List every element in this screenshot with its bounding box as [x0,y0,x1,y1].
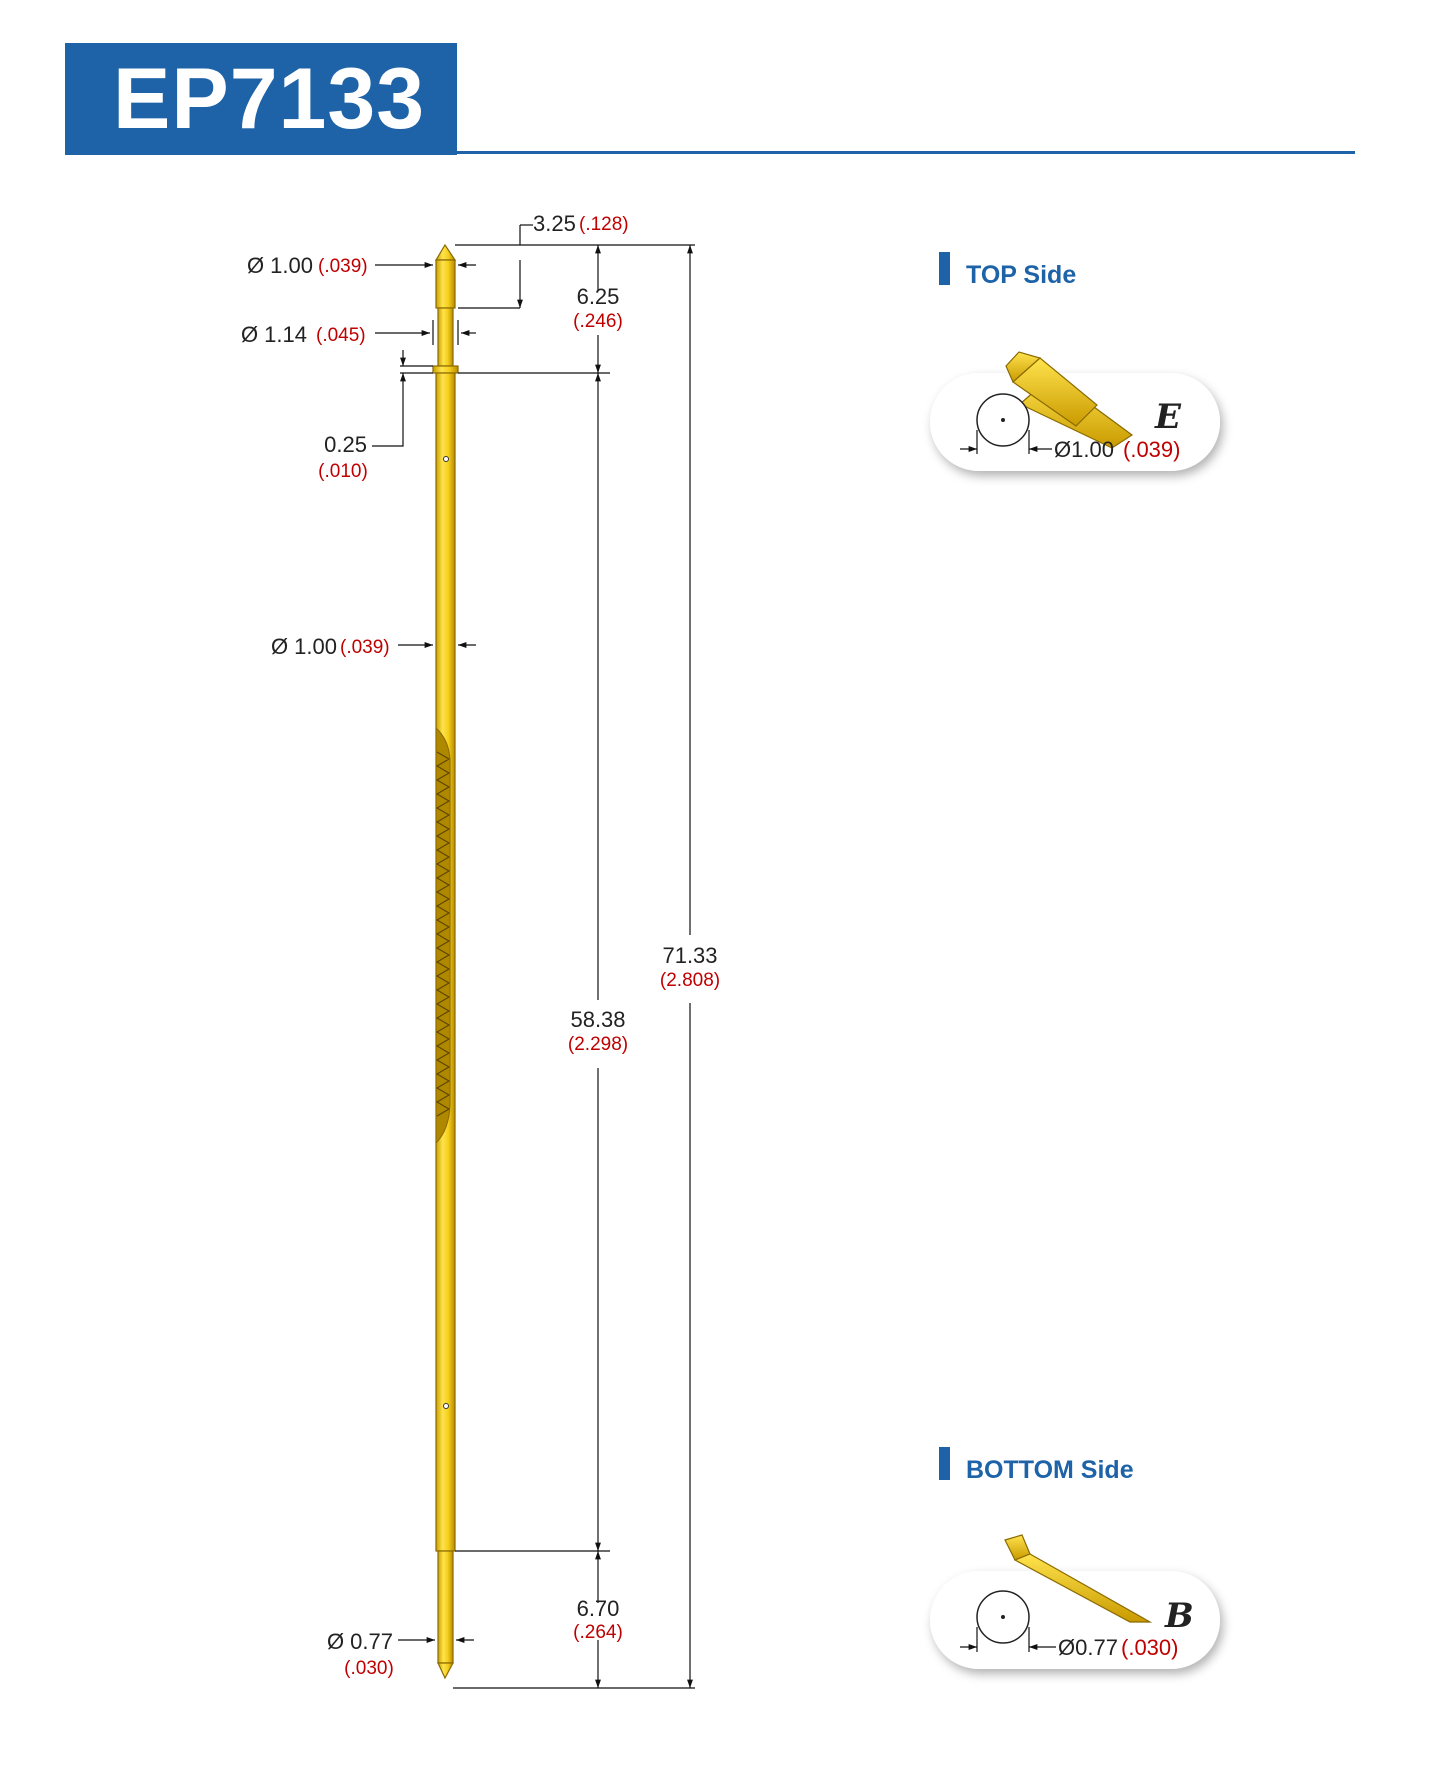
top-plunger-length-mm: 6.25 [576,284,620,309]
top-tip-center-dot [1001,418,1005,422]
top-side-marker [939,252,950,285]
bottom-tip-center-dot [1001,1615,1005,1619]
spring-cutaway [436,728,450,1143]
collar [433,366,458,373]
barrel-length-in: (2.298) [567,1034,629,1055]
part-number-title: EP7133 [113,51,426,147]
bottom-plunger [438,1551,453,1663]
dimension-labels [241,211,720,1679]
collar-width-mm: 0.25 [324,432,367,457]
overall-length-mm: 71.33 [662,943,718,968]
top-tip-diameter-in: (.039) [1123,437,1181,462]
bottom-tip-type-letter: B [1165,1596,1194,1636]
bottom-side-section [930,1447,1220,1669]
top-plunger [436,260,455,308]
top-plunger-length-in: (.246) [573,311,623,332]
collar-diameter-mm: Ø 1.14 [240,322,307,347]
barrel-diameter-mm: Ø 1.00 [270,634,337,659]
bottom-diameter-in: (.030) [344,1658,394,1679]
tip-offset-in: (.128) [579,214,629,235]
dimension-lines [372,225,695,1688]
crimp-dimple-bottom [444,1404,449,1409]
top-tip-diameter-mm: Ø1.00 [1054,437,1114,462]
top-side-heading: TOP Side [966,261,1077,289]
bottom-tip-cone [438,1663,453,1678]
tip-offset-mm: 3.25 [533,211,576,236]
bottom-side-heading: BOTTOM Side [966,1456,1134,1484]
tip-diameter-in: (.039) [318,256,368,277]
top-tip-cone [436,245,455,260]
collar-diameter-in: (.045) [316,325,366,346]
top-tip-type-letter: E [1155,397,1181,437]
bottom-side-marker [939,1447,950,1480]
overall-length-in: (2.808) [659,970,721,991]
bottom-tip-diameter-in: (.030) [1121,1635,1179,1660]
barrel-diameter-in: (.039) [340,637,390,658]
bottom-tip-diameter-mm: Ø0.77 [1058,1635,1118,1660]
top-side-section [930,252,1220,471]
crimp-dimple-top [444,457,449,462]
barrel-length-mm: 58.38 [570,1007,626,1032]
tip-diameter-mm: Ø 1.00 [246,253,313,278]
bottom-diameter-mm: Ø 0.77 [326,1629,393,1654]
bottom-plunger-length-in: (.264) [573,1622,623,1643]
collar-width-in: (.010) [318,461,368,482]
top-plunger-neck [438,308,453,366]
bottom-plunger-length-mm: 6.70 [576,1596,620,1621]
